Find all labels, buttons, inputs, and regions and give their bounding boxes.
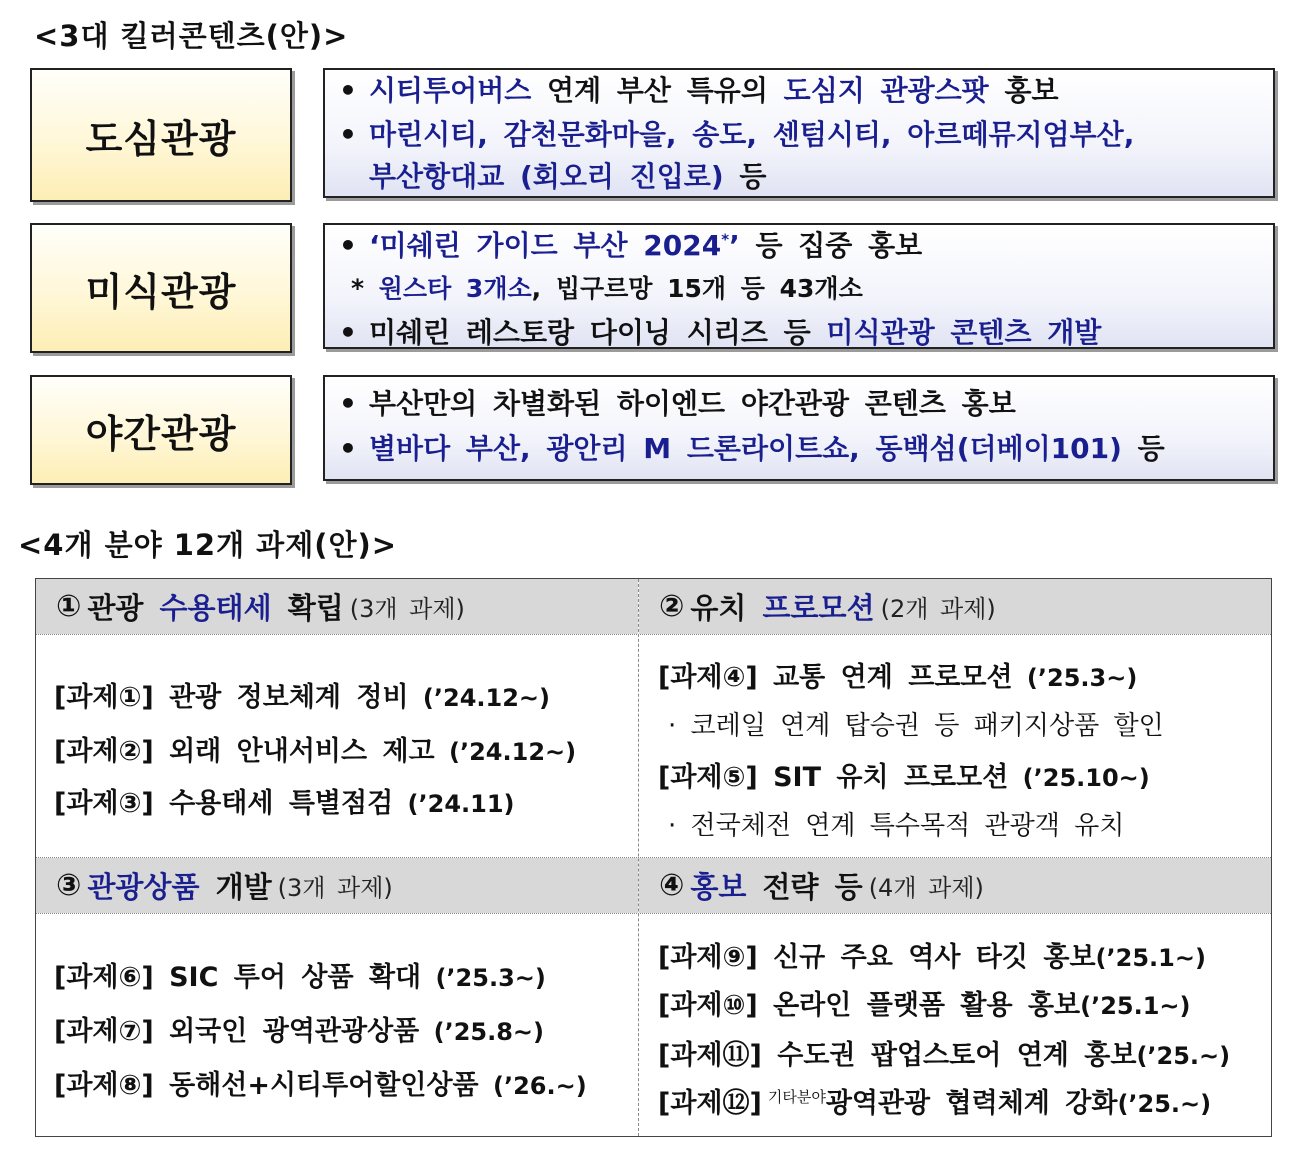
task-label: [과제⑦] 외국인 광역관광상품	[54, 1016, 420, 1047]
bullet-icon: •	[339, 74, 357, 107]
content-line	[351, 269, 863, 305]
text-segment: 확립	[271, 591, 344, 625]
text-segment: *	[721, 230, 730, 249]
header-divider-bottom	[36, 913, 1271, 914]
area-task-count: (3개 과제)	[349, 595, 465, 623]
text-segment: 시티투어버스	[369, 74, 532, 107]
task-label: [과제⑪] 수도권 팝업스토어 연계 홍보	[658, 1040, 1137, 1071]
content-box-night-tourism	[323, 375, 1275, 481]
content-box-food-tourism	[323, 223, 1275, 349]
content-line	[339, 113, 1134, 153]
task-item	[658, 755, 1150, 794]
task-date: (’25.~)	[1117, 1090, 1212, 1118]
task-note: · 코레일 연계 탑승권 등 패키지상품 할인	[668, 711, 1164, 741]
bullet-icon: •	[339, 432, 357, 465]
task-prefix: 기타분야	[767, 1088, 826, 1106]
text-segment: 관광상품	[87, 870, 200, 904]
task-date: (’25.1~)	[1095, 944, 1206, 972]
task-item	[54, 1063, 587, 1102]
area-number: ②	[659, 589, 685, 624]
text-segment: ’	[729, 229, 740, 262]
label-box-urban-tourism	[30, 68, 292, 202]
text-segment: 수용태세	[159, 591, 272, 625]
task-date: (’24.11)	[393, 790, 515, 818]
task-label: [과제⑨] 신규 주요 역사 타깃 홍보	[658, 942, 1096, 973]
bullet-icon: •	[339, 118, 357, 151]
text-segment: 마린시티, 감천문화마을, 송도, 센텀시티, 아르떼뮤지엄부산,	[369, 118, 1135, 151]
area-number: ①	[56, 589, 82, 624]
bullet-icon: •	[339, 229, 357, 262]
label-box-night-tourism	[30, 375, 292, 485]
area-title	[87, 865, 271, 906]
section2-heading: <4개 분야 12개 과제(안)>	[18, 528, 398, 562]
task-date: (’25.3~)	[421, 964, 546, 992]
area-task-count: (2개 과제)	[880, 595, 996, 623]
text-segment: 홍보	[988, 74, 1059, 107]
area-header-2	[639, 579, 1271, 634]
section1-heading: <3대 킬러콘텐츠(안)>	[34, 19, 349, 53]
task-label: [과제⑤] SIT 유치 프로모션	[658, 762, 1009, 793]
area-header-1	[36, 579, 638, 634]
task-item	[54, 729, 576, 768]
task-date: (’25.3~)	[1012, 664, 1138, 692]
task-label: [과제②] 외래 안내서비스 제고	[54, 736, 435, 767]
content-line	[369, 155, 766, 195]
text-segment: ‘미쉐린 가이드 부산 2024	[369, 229, 722, 262]
task-item	[658, 983, 1191, 1022]
text-segment: 도심지 관광스팟	[783, 74, 989, 107]
label-text: 도심관광	[85, 116, 237, 161]
area-header-3	[36, 858, 638, 913]
area-task-count: (3개 과제)	[277, 874, 393, 902]
task-date: (’26.~)	[478, 1072, 587, 1100]
area-header-4	[639, 858, 1271, 913]
task-item	[54, 675, 550, 714]
text-segment: 홍보	[690, 870, 747, 904]
task-label: [과제③] 수용태세 특별점검	[54, 788, 394, 819]
task-label: [과제④] 교통 연계 프로모션	[658, 662, 1013, 693]
text-segment: 미쉐린 레스토랑 다이닝 시리즈 등	[369, 316, 827, 349]
task-label-rest: 광역관광 협력체계 강화	[825, 1088, 1118, 1119]
task-item	[658, 935, 1206, 974]
area-title	[87, 586, 343, 627]
text-segment: 전략 등	[746, 870, 863, 904]
task-item	[658, 1033, 1230, 1072]
content-line	[339, 427, 1165, 467]
task-item	[658, 655, 1137, 694]
text-segment: 등	[723, 160, 767, 193]
text-segment: 부산만의 차별화된 하이엔드 야간관광 콘텐츠 홍보	[369, 387, 1016, 420]
task-label: [과제⑫]	[658, 1088, 762, 1119]
task-date: (’24.12~)	[434, 738, 577, 766]
task-date: (’25.1~)	[1080, 992, 1191, 1020]
task-date: (’24.12~)	[408, 684, 550, 712]
text-segment: 등 집중 홍보	[739, 229, 923, 262]
label-text: 야간관광	[85, 411, 237, 456]
area-number: ④	[659, 868, 685, 903]
text-segment: 관광	[87, 591, 160, 625]
area-title	[690, 586, 874, 627]
text-segment: 원스타 3개소	[378, 274, 532, 303]
header-divider-top	[36, 634, 1271, 635]
content-line	[339, 382, 1016, 422]
text-segment: *	[351, 274, 379, 303]
task-table	[35, 578, 1272, 1137]
text-segment: 부산항대교 (회오리 진입로)	[369, 160, 724, 193]
task-label: [과제⑧] 동해선+시티투어할인상품	[54, 1070, 479, 1101]
task-item	[54, 1009, 544, 1048]
text-segment: 개발	[199, 870, 272, 904]
text-segment: 연계 부산 특유의	[531, 74, 784, 107]
content-line	[339, 224, 922, 264]
text-segment: 유치	[690, 591, 763, 625]
label-text: 미식관광	[85, 269, 237, 314]
content-box-urban-tourism	[323, 68, 1275, 198]
task-item	[54, 781, 515, 820]
bullet-icon: •	[339, 316, 357, 349]
task-note: · 전국체전 연계 특수목적 관광객 유치	[668, 811, 1125, 841]
label-box-food-tourism	[30, 223, 292, 353]
text-segment: 프로모션	[762, 591, 875, 625]
task-label: [과제⑩] 온라인 플랫폼 활용 홍보	[658, 990, 1081, 1021]
task-label: [과제①] 관광 정보체계 정비	[54, 682, 409, 713]
area-title	[690, 865, 862, 906]
task-item	[54, 955, 546, 994]
task-date: (’25.10~)	[1008, 764, 1150, 792]
task-item	[658, 1081, 1211, 1120]
content-line	[339, 311, 1101, 351]
text-segment: 등	[1121, 432, 1165, 465]
text-segment: , 빕구르망 15개 등 43개소	[531, 274, 863, 303]
bullet-icon: •	[339, 387, 357, 420]
content-line	[339, 69, 1059, 109]
area-number: ③	[56, 868, 82, 903]
text-segment: 미식관광 콘텐츠 개발	[826, 316, 1102, 349]
task-label: [과제⑥] SIC 투어 상품 확대	[54, 962, 422, 993]
task-date: (’25.~)	[1136, 1042, 1231, 1070]
task-date: (’25.8~)	[419, 1018, 544, 1046]
text-segment: 별바다 부산, 광안리 M 드론라이트쇼, 동백섬(더베이101)	[369, 432, 1122, 465]
area-task-count: (4개 과제)	[868, 874, 984, 902]
